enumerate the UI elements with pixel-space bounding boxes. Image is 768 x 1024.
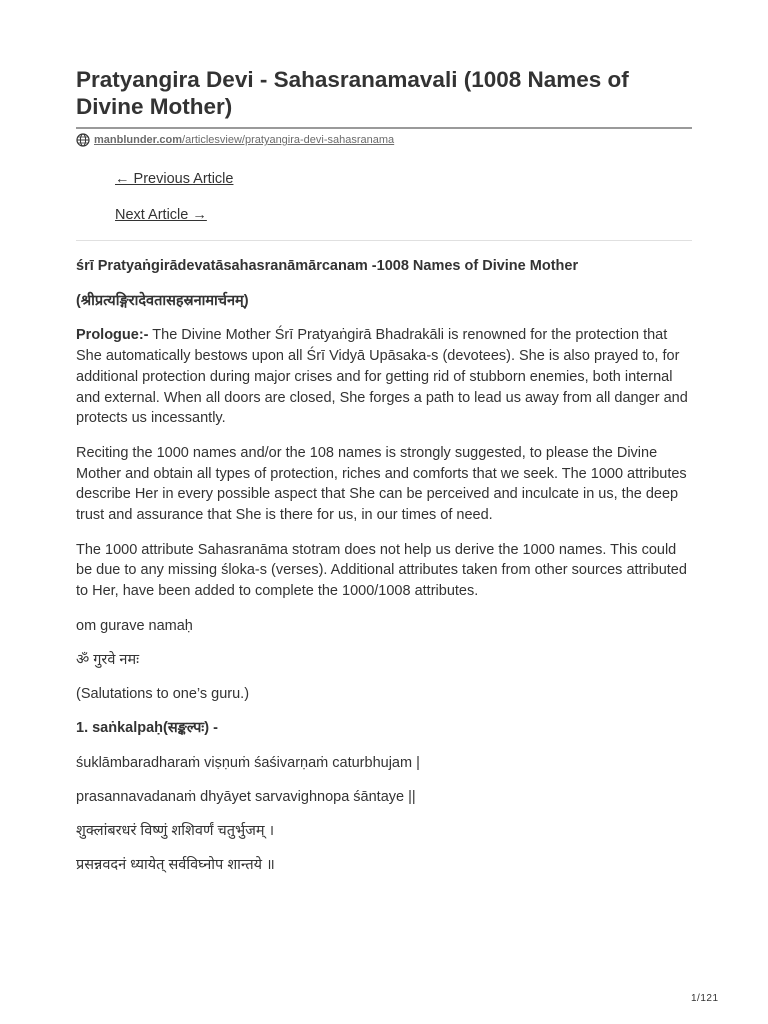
section-heading-sankalpa: 1. saṅkalpaḥ(सङ्कल्पः) -	[76, 720, 218, 737]
article-heading: śrī Pratyaṅgirādevatāsahasranāmārcanam -1008 Names of Divine Mother	[76, 258, 579, 274]
paragraph-recitation: Reciting the 1000 names and/or the 108 names is strongly suggested, to please the Divine Mother and obtain all types of protection, riches and comforts that we seek. The 1000 attributes describe Her in every possible aspect that She can be perceived and inculcate in us, the deep trust and assurance that She is there for us, in our times of need.	[76, 444, 687, 524]
source-domain[interactable]: manblunder.com	[94, 134, 183, 146]
globe-icon	[76, 133, 90, 147]
prologue-label: Prologue:-	[76, 327, 149, 344]
article-content	[76, 256, 692, 889]
verse-line-2-devanagari: प्रसन्नवदनं ध्यायेत् सर्वविघ्नोप शान्तये ॥	[76, 857, 275, 874]
paragraph-sahasranama: The 1000 attribute Sahasranāma stotram does not help us derive the 1000 names. This could be due to any missing śloka-s (verses). Additional attributes taken from other sources attributed to Her, have been added to complete the 1000/1008 attributes.	[76, 541, 687, 600]
invocation-devanagari: ॐ गुरवे नमः	[76, 652, 140, 669]
verse-line-1-latin: śuklāmbaradharaṁ viṣṇuṁ śaśivarṇaṁ caturbhujam |	[76, 754, 420, 771]
invocation-latin: om gurave namaḥ	[76, 617, 193, 634]
prologue-paragraph	[76, 325, 692, 429]
section-divider	[76, 240, 692, 241]
article-heading-devanagari: (श्रीप्रत्यङ्गिरादेवतासहस्रनामार्चनम्)	[76, 292, 249, 309]
previous-article-link[interactable]: ← Previous Article	[115, 171, 234, 187]
title-divider	[76, 127, 692, 129]
invocation-translation: (Salutations to one’s guru.)	[76, 686, 250, 703]
source-path[interactable]: /articlesview/pratyangira-devi-sahasranama	[182, 134, 395, 146]
verse-line-1-devanagari: शुक्लांबरधरं विष्णुं शशिवर्णं चतुर्भुजम् ।	[76, 823, 275, 840]
page-number: 1/121	[691, 993, 719, 1004]
prologue-text: The Divine Mother Śrī Pratyaṅgirā Bhadrakāli is renowned for the protection that She automatically bestows upon all Śrī Vidyā Upāsaka-s (devotees). She is also prayed to, for additional protection during major crises and for getting rid of stubborn enemies, both internal and external. When all doors are closed, She forges a path to lead us away from all danger and protects us incessantly.	[76, 327, 688, 427]
verse-line-2-latin: prasannavadanaṁ dhyāyet sarvavighnopa śāntaye ||	[76, 788, 416, 805]
next-article-link[interactable]: Next Article →	[115, 207, 207, 223]
source-url[interactable]	[76, 132, 394, 148]
page-title: Pratyangira Devi - Sahasranamavali (1008 Names of Divine Mother)	[76, 67, 629, 119]
